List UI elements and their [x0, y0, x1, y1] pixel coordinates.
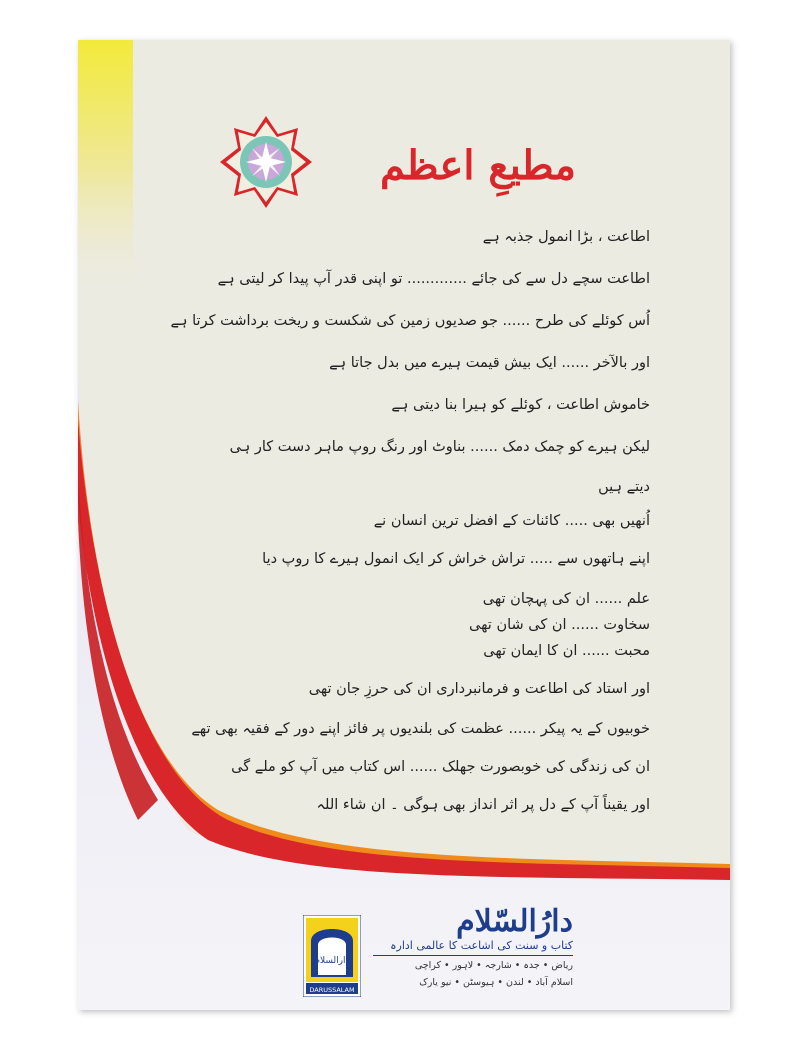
- logo-english-text: DARUSSALAM: [309, 986, 355, 994]
- poem-line: اور یقیناً آپ کے دل پر اثر انداز بھی ہوگی ۔ ان شاء اللہ: [316, 797, 650, 813]
- poem-line: اُنھیں بھی ..... کائنات کے افضل ترین انسان نے: [373, 513, 650, 529]
- poem-line: خاموش اطاعت ، کوئلے کو ہیرا بنا دیتی ہے: [391, 397, 650, 413]
- poem-line: ان کی زندگی کی خوبصورت جھلک ...... اس کتاب میں آپ کو ملے گی: [231, 759, 650, 775]
- publisher-block: [293, 895, 573, 1005]
- poem-line: سخاوت ...... ان کی شان تھی: [469, 617, 650, 633]
- poem-line: اُس کوئلے کی طرح ...... جو صدیوں زمین کی شکست و ریخت برداشت کرتا ہے: [170, 313, 650, 329]
- poem-line: دیتے ہیں: [598, 479, 650, 495]
- book-title: مطیعِ اعظم: [380, 142, 576, 189]
- publisher-logo-icon: [303, 915, 361, 997]
- publisher-tagline: کتاب و سنت کی اشاعت کا عالمی ادارہ: [373, 939, 573, 956]
- publisher-cities-2: اسلام آباد • لندن • ہیوسٹن • نیو یارک: [419, 977, 573, 988]
- poem-line: اور استاد کی اطاعت و فرمانبرداری ان کی حرزِ جان تھی: [308, 681, 650, 697]
- publisher-cities-1: ریاض • جدہ • شارجہ • لاہور • کراچی: [414, 960, 573, 971]
- logo-urdu-text: دارالسلام: [314, 956, 350, 966]
- poem-line: علم ...... ان کی پہچان تھی: [482, 591, 650, 607]
- star-emblem-icon: [216, 112, 316, 212]
- poem-line: خوبیوں کے یہ پیکر ...... عظمت کی بلندیوں پر فائز اپنے دور کے فقیہ بھی تھے: [191, 721, 650, 737]
- poem-line: اپنے ہاتھوں سے ..... تراش خراش کر ایک انمول ہیرے کا روپ دیا: [262, 551, 650, 567]
- poem-line: اور بالآخر ...... ایک بیش قیمت ہیرے میں بدل جاتا ہے: [329, 355, 650, 371]
- publisher-name: دارُالسّلام: [456, 904, 573, 939]
- book-back-cover: [78, 40, 730, 1010]
- publisher-text: [373, 905, 573, 990]
- poem-line: اطاعت ، بڑا انمول جذبہ ہے: [482, 229, 650, 245]
- poem-text: [170, 228, 650, 816]
- poem-line: لیکن ہیرے کو چمک دمک ...... بناوٹ اور رنگ روپ ماہر دست کار ہی: [229, 439, 650, 455]
- poem-line: محبت ...... ان کا ایمان تھی: [483, 643, 650, 659]
- poem-line: اطاعت سچے دل سے کی جائے ............. تو اپنی قدر آپ پیدا کر لیتی ہے: [217, 271, 650, 287]
